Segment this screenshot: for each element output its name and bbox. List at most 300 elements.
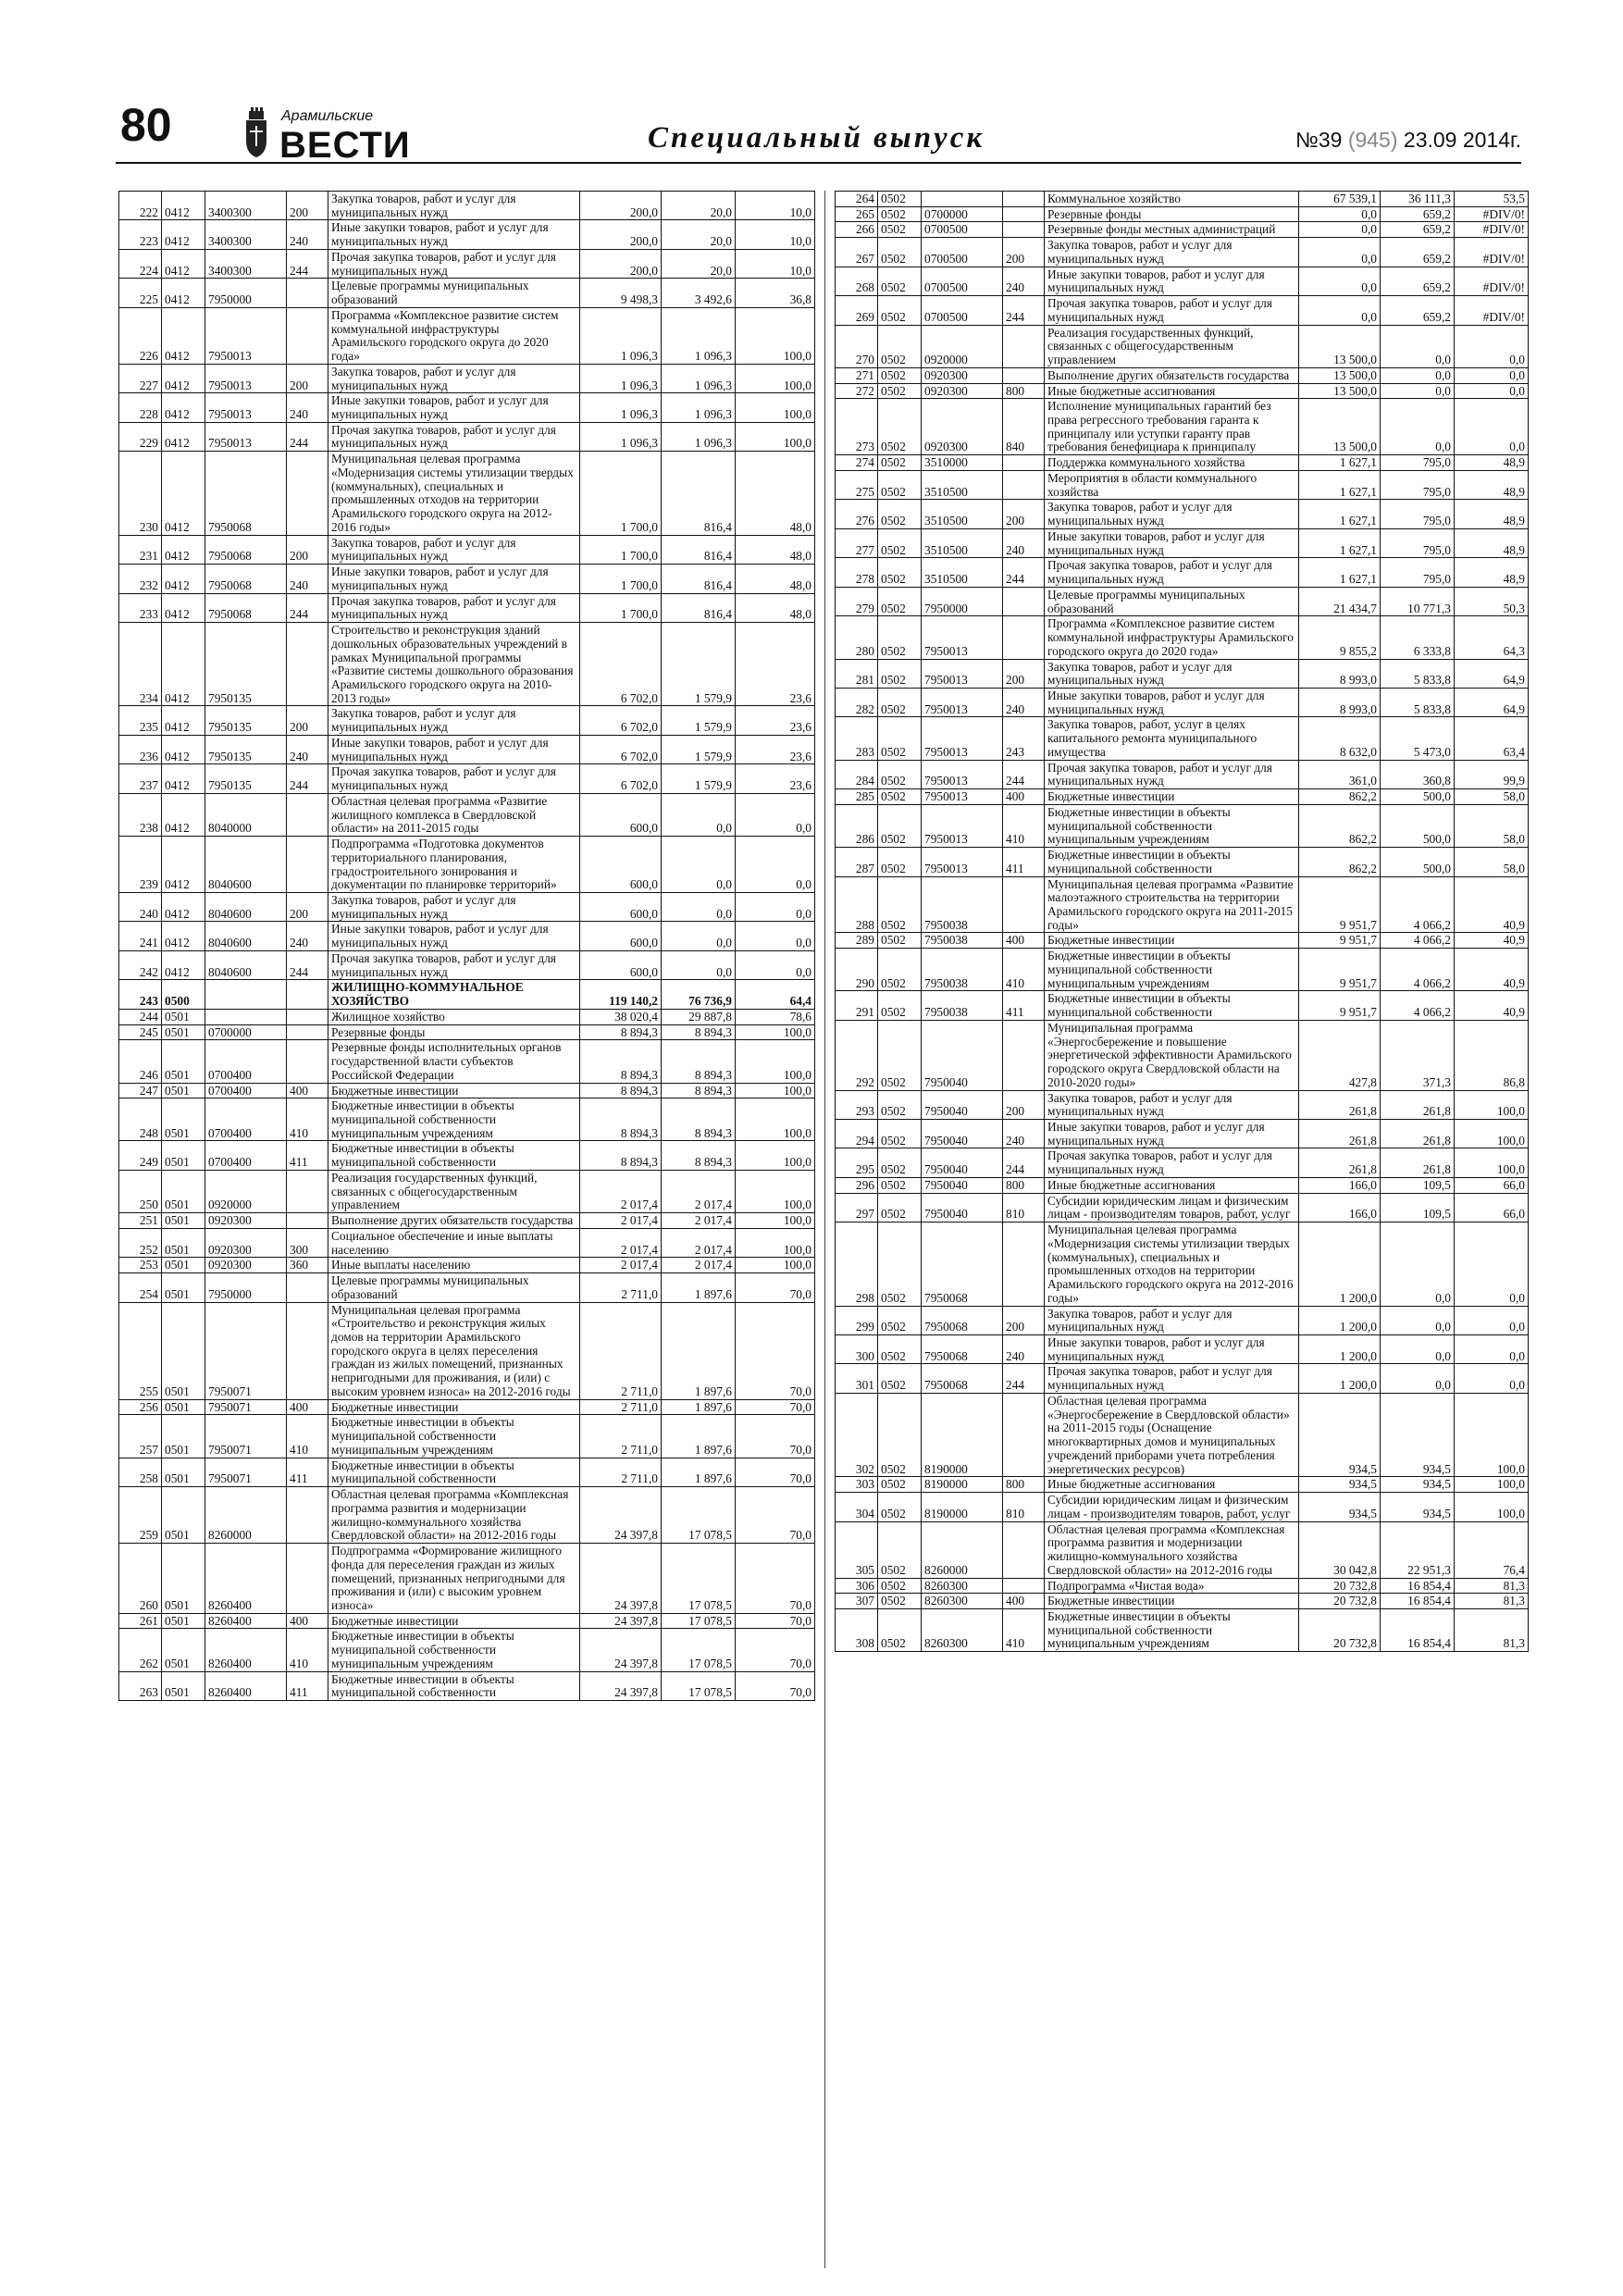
page-number: 80 (120, 99, 172, 151)
row-number: 288 (836, 876, 878, 933)
row-number: 225 (119, 279, 162, 307)
table-row (119, 1098, 815, 1141)
table-row (836, 528, 1529, 557)
row-number: 239 (119, 837, 162, 893)
item-name: Строительство и реконструкция зданий дошкольных образовательных учреждений в рамках Муниципальной программы «Развитие системы дошкольного образования Арамильского городского округа на 2010-2013 годы» (328, 623, 580, 706)
section-code: 0502 (878, 325, 922, 367)
target-code: 0920300 (205, 1213, 287, 1229)
row-number: 235 (119, 706, 162, 735)
section-code: 0502 (878, 192, 922, 207)
row-number: 222 (119, 192, 162, 220)
expense-type: 800 (1003, 383, 1045, 399)
planned-amount: 24 397,8 (580, 1671, 662, 1700)
section-code: 0501 (162, 1399, 205, 1415)
expense-type: 244 (1003, 296, 1045, 325)
section-code: 0412 (162, 192, 205, 220)
executed-amount: 8 894,3 (662, 1083, 736, 1098)
planned-amount: 1 627,1 (1299, 500, 1381, 528)
section-code: 0502 (878, 933, 922, 949)
item-name: Подпрограмма «Формирование жилищного фонда для переселения граждан из жилых помещений, признанных непригодными для проживания и (или) с высоким уровнем износа» (328, 1544, 580, 1614)
section-code: 0501 (162, 1671, 205, 1700)
planned-amount: 13 500,0 (1299, 383, 1381, 399)
executed-amount: 795,0 (1381, 500, 1455, 528)
percent-executed: 100,0 (736, 422, 815, 451)
target-code: 0700500 (922, 222, 1003, 238)
row-number: 249 (119, 1141, 162, 1170)
table-row (836, 399, 1529, 455)
executed-amount: 659,2 (1381, 296, 1455, 325)
target-code: 3510500 (922, 528, 1003, 557)
target-code: 0920300 (922, 399, 1003, 455)
planned-amount: 0,0 (1299, 238, 1381, 267)
target-code: 7950071 (205, 1458, 287, 1486)
target-code: 8260300 (922, 1594, 1003, 1609)
planned-amount: 1 096,3 (580, 364, 662, 392)
target-code: 0920300 (205, 1228, 287, 1257)
item-name: Бюджетные инвестиции в объекты муниципальной собственности муниципальным учреждениям (328, 1098, 580, 1141)
percent-executed: 10,0 (736, 249, 815, 278)
expense-type: 240 (1003, 688, 1045, 716)
row-number: 297 (836, 1193, 878, 1222)
item-name: Выполнение других обязательств государства (328, 1213, 580, 1229)
executed-amount: 0,0 (1381, 1306, 1455, 1334)
executed-amount: 795,0 (1381, 455, 1455, 471)
percent-executed: 48,9 (1455, 455, 1529, 471)
target-code: 8260000 (922, 1521, 1003, 1578)
percent-executed: 100,0 (736, 1083, 815, 1098)
expense-type (287, 1009, 328, 1024)
executed-amount: 5 473,0 (1381, 717, 1455, 760)
planned-amount: 13 500,0 (1299, 325, 1381, 367)
planned-amount: 2 711,0 (580, 1273, 662, 1302)
table-row (119, 1629, 815, 1671)
planned-amount: 600,0 (580, 950, 662, 979)
target-code: 7950040 (922, 1020, 1003, 1090)
expense-type (287, 1040, 328, 1083)
percent-executed: 100,0 (1455, 1120, 1529, 1148)
executed-amount: 659,2 (1381, 222, 1455, 238)
table-row (119, 1458, 815, 1486)
table-row (836, 760, 1529, 788)
row-number: 307 (836, 1594, 878, 1609)
expense-type (287, 980, 328, 1009)
planned-amount: 1 627,1 (1299, 470, 1381, 499)
percent-executed: 100,0 (736, 1213, 815, 1229)
target-code: 0700500 (922, 238, 1003, 267)
target-code: 0700000 (922, 206, 1003, 222)
expense-type: 240 (1003, 1335, 1045, 1364)
planned-amount: 6 702,0 (580, 623, 662, 706)
planned-amount: 1 200,0 (1299, 1364, 1381, 1393)
section-code: 0501 (162, 1040, 205, 1083)
item-name: Жилищное хозяйство (328, 1009, 580, 1024)
planned-amount: 166,0 (1299, 1193, 1381, 1222)
planned-amount: 0,0 (1299, 222, 1381, 238)
row-number: 280 (836, 616, 878, 659)
table-row (119, 764, 815, 793)
table-row (119, 364, 815, 392)
executed-amount: 0,0 (1381, 1222, 1455, 1306)
item-name: Муниципальная целевая программа «Модернизация системы утилизации твердых (коммунальных), специальных и промышленных отходов на территории Арамильского городского округа на 2012-2016 годы» (1045, 1222, 1299, 1306)
expense-type: 800 (1003, 1177, 1045, 1193)
percent-executed: 100,0 (736, 1098, 815, 1141)
executed-amount: 20,0 (662, 220, 736, 249)
table-row (836, 558, 1529, 587)
table-row (119, 1487, 815, 1544)
target-code: 7950013 (922, 616, 1003, 659)
percent-executed: 23,6 (736, 623, 815, 706)
table-row (836, 949, 1529, 991)
planned-amount: 67 539,1 (1299, 192, 1381, 207)
table-row (836, 717, 1529, 760)
percent-executed: 100,0 (736, 1040, 815, 1083)
expense-type (1003, 470, 1045, 499)
item-name: Прочая закупка товаров, работ и услуг для муниципальных нужд (1045, 558, 1299, 587)
item-name: Программа «Комплексное развитие систем коммунальной инфраструктуры Арамильского городского округа до 2020 года» (1045, 616, 1299, 659)
target-code: 0700500 (922, 267, 1003, 295)
target-code: 8260300 (922, 1578, 1003, 1594)
executed-amount: 1 897,6 (662, 1302, 736, 1399)
row-number: 240 (119, 892, 162, 921)
executed-amount: 261,8 (1381, 1120, 1455, 1148)
expense-type: 240 (287, 220, 328, 249)
row-number: 289 (836, 933, 878, 949)
target-code: 0920000 (205, 1170, 287, 1212)
section-code: 0412 (162, 422, 205, 451)
planned-amount: 24 397,8 (580, 1544, 662, 1614)
table-row (836, 848, 1529, 876)
target-code: 7950038 (922, 933, 1003, 949)
section-code: 0502 (878, 206, 922, 222)
row-number: 245 (119, 1024, 162, 1040)
expense-type: 800 (1003, 1477, 1045, 1493)
item-name: Бюджетные инвестиции (1045, 1594, 1299, 1609)
executed-amount: 17 078,5 (662, 1613, 736, 1629)
section-code: 0412 (162, 837, 205, 893)
planned-amount: 1 700,0 (580, 565, 662, 593)
section-code: 0502 (878, 1578, 922, 1594)
planned-amount: 24 397,8 (580, 1487, 662, 1544)
executed-amount: 4 066,2 (1381, 876, 1455, 933)
section-code: 0412 (162, 565, 205, 593)
target-code: 7950135 (205, 623, 287, 706)
item-name: Областная целевая программа «Комплексная программа развития и модернизации жилищно-коммунального хозяйства Свердловской области» на 2012-2016 годы (328, 1487, 580, 1544)
expense-type: 410 (287, 1098, 328, 1141)
percent-executed: 86,8 (1455, 1020, 1529, 1090)
item-name: Исполнение муниципальных гарантий без права регрессного требования гаранта к принципалу или уступки гаранту прав требования бенефициара к принципалу (1045, 399, 1299, 455)
planned-amount: 1 200,0 (1299, 1335, 1381, 1364)
row-number: 281 (836, 659, 878, 688)
expense-type: 244 (1003, 760, 1045, 788)
expense-type: 400 (1003, 1594, 1045, 1609)
item-name: Муниципальная целевая программа «Развитие малоэтажного строительства на территории Арамильского городского округа на 2011-2015 годы» (1045, 876, 1299, 933)
planned-amount: 20 732,8 (1299, 1608, 1381, 1651)
section-code: 0502 (878, 1477, 922, 1493)
item-name: Коммунальное хозяйство (1045, 192, 1299, 207)
percent-executed: 10,0 (736, 220, 815, 249)
expense-type: 400 (287, 1083, 328, 1098)
table-row (119, 535, 815, 564)
executed-amount: 17 078,5 (662, 1544, 736, 1614)
expense-type: 200 (287, 364, 328, 392)
item-name: Закупка товаров, работ и услуг для муниципальных нужд (328, 192, 580, 220)
row-number: 300 (836, 1335, 878, 1364)
executed-amount: 0,0 (1381, 383, 1455, 399)
planned-amount: 1 200,0 (1299, 1222, 1381, 1306)
percent-executed: 40,9 (1455, 933, 1529, 949)
section-code: 0502 (878, 1177, 922, 1193)
row-number: 285 (836, 789, 878, 805)
percent-executed: 70,0 (736, 1302, 815, 1399)
expense-type: 240 (1003, 528, 1045, 557)
percent-executed: 70,0 (736, 1544, 815, 1614)
expense-type (1003, 206, 1045, 222)
target-code: 7950038 (922, 949, 1003, 991)
executed-amount: 5 833,8 (1381, 659, 1455, 688)
section-code: 0502 (878, 717, 922, 760)
city-crest-icon (246, 107, 266, 157)
item-name: Поддержка коммунального хозяйства (1045, 455, 1299, 471)
item-name: Областная целевая программа «Развитие жилищного комплекса в Свердловской области» на 2011-2015 годы (328, 793, 580, 836)
section-code: 0412 (162, 593, 205, 622)
item-name: Прочая закупка товаров, работ и услуг для муниципальных нужд (328, 422, 580, 451)
planned-amount: 2 711,0 (580, 1458, 662, 1486)
percent-executed: 66,0 (1455, 1193, 1529, 1222)
row-number: 295 (836, 1148, 878, 1177)
row-number: 234 (119, 623, 162, 706)
executed-amount: 795,0 (1381, 528, 1455, 557)
expense-type (1003, 616, 1045, 659)
item-name: Бюджетные инвестиции (1045, 789, 1299, 805)
target-code: 7950135 (205, 735, 287, 763)
executed-amount: 1 579,9 (662, 735, 736, 763)
row-number: 282 (836, 688, 878, 716)
target-code: 7950068 (922, 1335, 1003, 1364)
target-code: 8040600 (205, 837, 287, 893)
table-row (836, 1335, 1529, 1364)
target-code: 7950013 (205, 307, 287, 364)
target-code: 7950013 (922, 717, 1003, 760)
target-code: 3510500 (922, 470, 1003, 499)
percent-executed: 0,0 (1455, 1222, 1529, 1306)
table-row (119, 980, 815, 1009)
item-name: Бюджетные инвестиции в объекты муниципальной собственности муниципальным учреждениям (328, 1415, 580, 1458)
expense-type: 244 (287, 422, 328, 451)
row-number: 258 (119, 1458, 162, 1486)
section-code: 0501 (162, 1613, 205, 1629)
executed-amount: 816,4 (662, 593, 736, 622)
row-number: 306 (836, 1578, 878, 1594)
expense-type: 243 (1003, 717, 1045, 760)
target-code: 0920300 (922, 383, 1003, 399)
section-code: 0502 (878, 1393, 922, 1476)
item-name: Иные закупки товаров, работ и услуг для муниципальных нужд (1045, 688, 1299, 716)
executed-amount: 17 078,5 (662, 1671, 736, 1700)
expense-type: 360 (287, 1258, 328, 1273)
planned-amount: 600,0 (580, 922, 662, 950)
planned-amount: 934,5 (1299, 1477, 1381, 1493)
executed-amount: 20,0 (662, 192, 736, 220)
row-number: 226 (119, 307, 162, 364)
table-row (119, 593, 815, 622)
executed-amount: 0,0 (1381, 325, 1455, 367)
target-code: 7950040 (922, 1193, 1003, 1222)
percent-executed: 100,0 (736, 1141, 815, 1170)
section-code: 0502 (878, 659, 922, 688)
row-number: 228 (119, 393, 162, 422)
row-number: 244 (119, 1009, 162, 1024)
section-code: 0502 (878, 848, 922, 876)
percent-executed: 100,0 (1455, 1493, 1529, 1521)
section-code: 0502 (878, 804, 922, 847)
header-rule (116, 162, 1521, 164)
executed-amount: 659,2 (1381, 238, 1455, 267)
table-row (836, 1148, 1529, 1177)
section-code: 0501 (162, 1083, 205, 1098)
planned-amount: 261,8 (1299, 1120, 1381, 1148)
executed-amount: 500,0 (1381, 848, 1455, 876)
expense-type: 244 (287, 950, 328, 979)
table-row (836, 1364, 1529, 1393)
item-name: Подпрограмма «Чистая вода» (1045, 1578, 1299, 1594)
executed-amount: 8 894,3 (662, 1098, 736, 1141)
expense-type: 300 (287, 1228, 328, 1257)
right-budget-table (835, 191, 1529, 1652)
planned-amount: 934,5 (1299, 1493, 1381, 1521)
planned-amount: 0,0 (1299, 267, 1381, 295)
planned-amount: 8 632,0 (1299, 717, 1381, 760)
expense-type (287, 1213, 328, 1229)
item-name: Субсидии юридическим лицам и физическим лицам - производителям товаров, работ, услуг (1045, 1193, 1299, 1222)
executed-amount: 20,0 (662, 249, 736, 278)
executed-amount: 1 096,3 (662, 422, 736, 451)
planned-amount: 862,2 (1299, 804, 1381, 847)
percent-executed: 58,0 (1455, 789, 1529, 805)
expense-type: 411 (1003, 848, 1045, 876)
row-number: 246 (119, 1040, 162, 1083)
planned-amount: 1 627,1 (1299, 455, 1381, 471)
table-row (119, 452, 815, 535)
percent-executed: 48,0 (736, 593, 815, 622)
row-number: 256 (119, 1399, 162, 1415)
planned-amount: 13 500,0 (1299, 399, 1381, 455)
item-name: Муниципальная целевая программа «Модернизация системы утилизации твердых (коммунальных), специальных и промышленных отходов на территории Арамильского городского округа на 2012-2016 годы» (328, 452, 580, 535)
left-budget-table (118, 191, 815, 1701)
target-code: 3510000 (922, 455, 1003, 471)
expense-type: 240 (287, 922, 328, 950)
item-name: Бюджетные инвестиции в объекты муниципальной собственности (328, 1671, 580, 1700)
row-number: 233 (119, 593, 162, 622)
item-name: Иные закупки товаров, работ и услуг для муниципальных нужд (328, 922, 580, 950)
expense-type (1003, 1222, 1045, 1306)
percent-executed: 36,8 (736, 279, 815, 307)
executed-amount: 17 078,5 (662, 1487, 736, 1544)
executed-amount: 16 854,4 (1381, 1578, 1455, 1594)
table-row (119, 735, 815, 763)
planned-amount: 6 702,0 (580, 735, 662, 763)
section-code: 0502 (878, 1193, 922, 1222)
item-name: Закупка товаров, работ и услуг для муниципальных нужд (328, 706, 580, 735)
item-name: Прочая закупка товаров, работ и услуг для муниципальных нужд (1045, 296, 1299, 325)
target-code: 0700000 (205, 1024, 287, 1040)
planned-amount: 119 140,2 (580, 980, 662, 1009)
executed-amount: 5 833,8 (1381, 688, 1455, 716)
section-code: 0501 (162, 1458, 205, 1486)
expense-type (1003, 1020, 1045, 1090)
item-name: Бюджетные инвестиции (328, 1083, 580, 1098)
row-number: 308 (836, 1608, 878, 1651)
table-row (119, 1415, 815, 1458)
planned-amount: 2 711,0 (580, 1399, 662, 1415)
table-row (119, 1141, 815, 1170)
percent-executed: #DIV/0! (1455, 267, 1529, 295)
row-number: 287 (836, 848, 878, 876)
executed-amount: 0,0 (662, 837, 736, 893)
expense-type: 244 (1003, 1148, 1045, 1177)
percent-executed: 10,0 (736, 192, 815, 220)
item-name: ЖИЛИЩНО-КОММУНАЛЬНОЕ ХОЗЯЙСТВО (328, 980, 580, 1009)
planned-amount: 934,5 (1299, 1393, 1381, 1476)
target-code: 7950068 (205, 565, 287, 593)
table-row (119, 1613, 815, 1629)
table-row (119, 706, 815, 735)
executed-amount: 1 096,3 (662, 393, 736, 422)
executed-amount: 1 579,9 (662, 706, 736, 735)
percent-executed: 0,0 (1455, 325, 1529, 367)
section-code: 0501 (162, 1629, 205, 1671)
target-code: 7950000 (922, 587, 1003, 615)
section-code: 0502 (878, 1090, 922, 1119)
planned-amount: 9 855,2 (1299, 616, 1381, 659)
table-row (836, 1120, 1529, 1148)
target-code: 7950013 (205, 422, 287, 451)
table-row (836, 325, 1529, 367)
section-code: 0412 (162, 623, 205, 706)
table-row (836, 296, 1529, 325)
target-code: 8040600 (205, 950, 287, 979)
executed-amount: 6 333,8 (1381, 616, 1455, 659)
executed-amount: 8 894,3 (662, 1040, 736, 1083)
row-number: 299 (836, 1306, 878, 1334)
executed-amount: 4 066,2 (1381, 991, 1455, 1020)
section-code: 0502 (878, 399, 922, 455)
item-name: Закупка товаров, работ и услуг для муниципальных нужд (328, 535, 580, 564)
percent-executed: #DIV/0! (1455, 206, 1529, 222)
target-code: 0920000 (922, 325, 1003, 367)
target-code: 7950000 (205, 1273, 287, 1302)
target-code: 0920300 (205, 1258, 287, 1273)
target-code: 7950000 (205, 279, 287, 307)
section-code: 0500 (162, 980, 205, 1009)
percent-executed: 0,0 (1455, 1306, 1529, 1334)
target-code: 0700400 (205, 1040, 287, 1083)
table-row (119, 1213, 815, 1229)
item-name: Прочая закупка товаров, работ и услуг для муниципальных нужд (328, 593, 580, 622)
planned-amount: 9 498,3 (580, 279, 662, 307)
percent-executed: 81,3 (1455, 1578, 1529, 1594)
executed-amount: 1 897,6 (662, 1415, 736, 1458)
percent-executed: 100,0 (736, 1228, 815, 1257)
percent-executed: 48,9 (1455, 470, 1529, 499)
target-code: 7950013 (922, 804, 1003, 847)
planned-amount: 9 951,7 (1299, 991, 1381, 1020)
percent-executed: 100,0 (736, 1024, 815, 1040)
row-number: 269 (836, 296, 878, 325)
row-number: 224 (119, 249, 162, 278)
target-code: 0920300 (922, 367, 1003, 383)
planned-amount: 200,0 (580, 249, 662, 278)
item-name: Иные выплаты населению (328, 1258, 580, 1273)
